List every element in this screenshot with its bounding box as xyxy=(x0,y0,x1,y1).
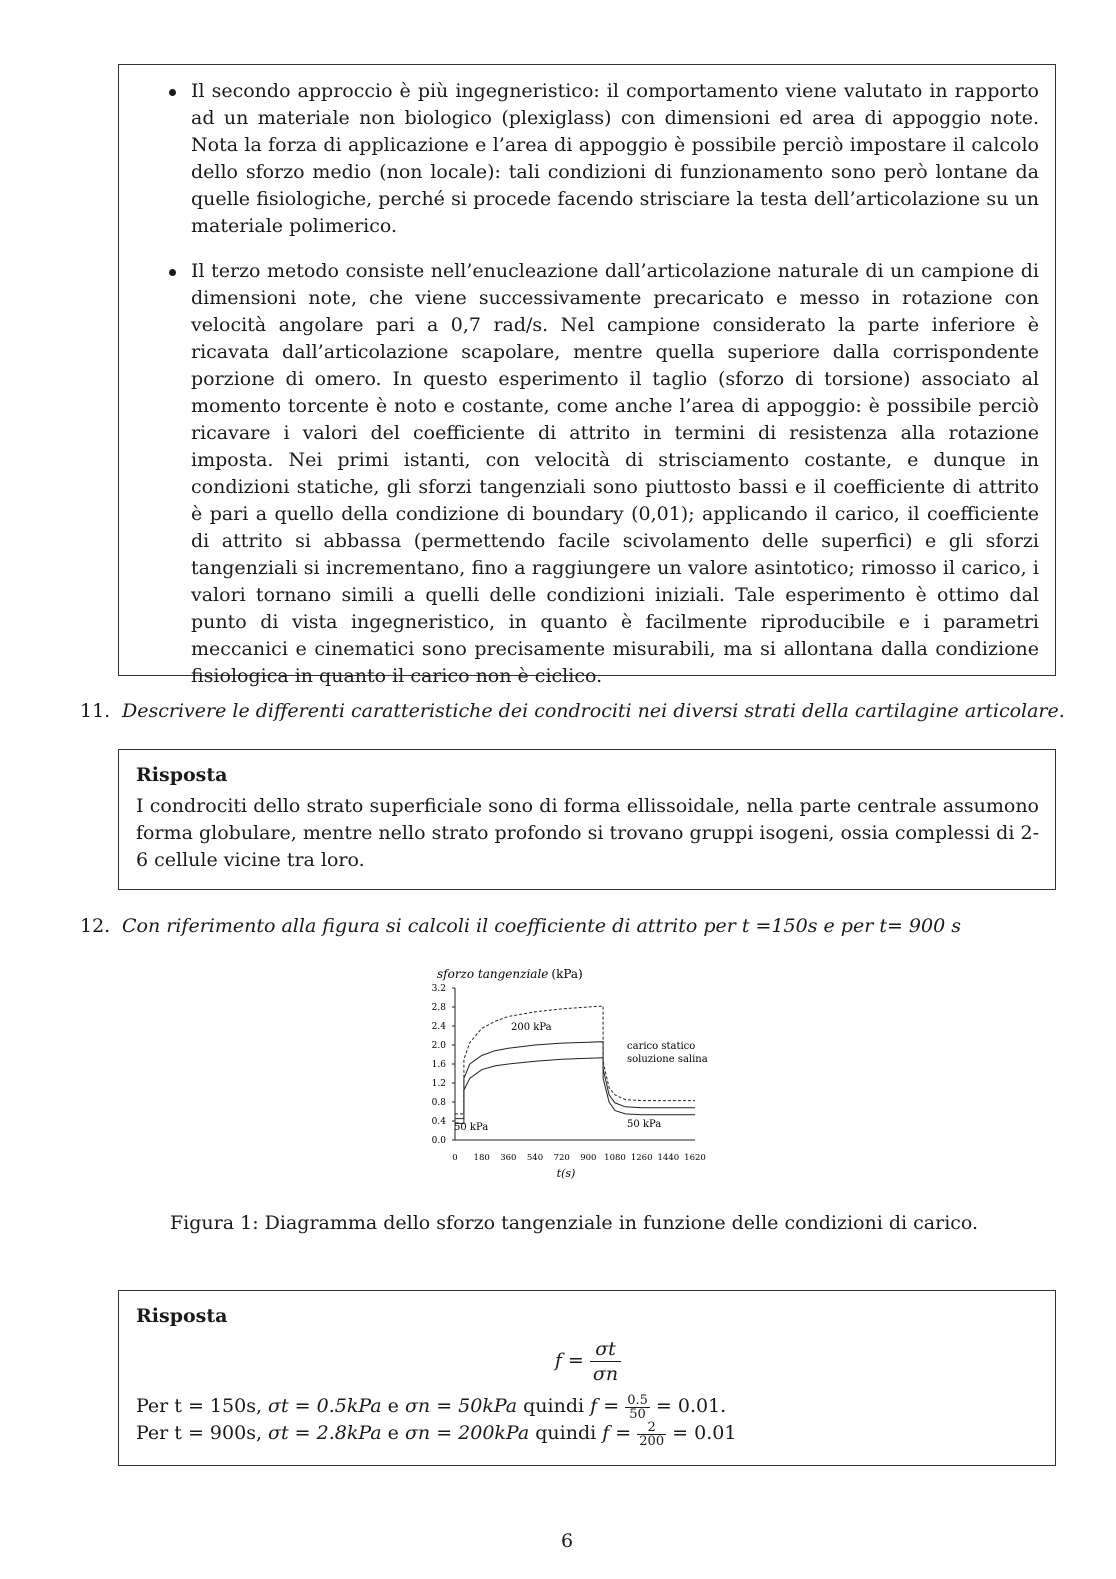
x-tick-label: 1620 xyxy=(684,1153,706,1163)
sigma-n: σn = 50kPa xyxy=(404,1395,518,1417)
y-tick-label: 2.0 xyxy=(431,1041,446,1051)
question-11 xyxy=(80,698,1065,726)
question-number: 12. xyxy=(80,915,111,937)
annotation-soluzione-salina: soluzione salina xyxy=(627,1054,708,1065)
y-tick-label: 0.8 xyxy=(431,1098,446,1108)
y-tick-label: 1.6 xyxy=(431,1060,446,1070)
fraction-den: 50 xyxy=(629,1406,646,1422)
bullet-icon xyxy=(169,269,176,276)
x-tick-label: 1260 xyxy=(630,1153,653,1163)
answer-title: Risposta xyxy=(136,764,228,786)
x-tick-label: 1080 xyxy=(604,1153,626,1163)
answer-line-1 xyxy=(136,1393,726,1421)
formula-fraction xyxy=(590,1337,621,1386)
y-tick-label: 2.4 xyxy=(431,1022,446,1032)
small-fraction xyxy=(625,1394,650,1421)
bullet-icon xyxy=(169,89,176,96)
y-tick-label: 2.8 xyxy=(431,1003,446,1013)
x-tick-label: 180 xyxy=(473,1153,490,1163)
fraction-num: 0.5 xyxy=(627,1392,648,1408)
annotation-carico-statico: carico statico xyxy=(627,1041,696,1052)
y-axis xyxy=(432,984,455,1146)
answer-box-11 xyxy=(118,749,1056,890)
y-tick-label: 0.4 xyxy=(431,1117,446,1127)
page-number: 6 xyxy=(561,1530,574,1552)
x-tick-label: 360 xyxy=(500,1153,517,1163)
line-prefix: Per t = 150s, xyxy=(136,1395,269,1417)
annotation-200-kpa: 200 kPa xyxy=(511,1022,552,1033)
x-axis xyxy=(452,1153,706,1163)
y-axis-title: sforzo tangenziale (kPa) xyxy=(437,967,583,981)
answer-box-12 xyxy=(118,1290,1056,1466)
x-tick-label: 720 xyxy=(553,1153,570,1163)
x-tick-label: 540 xyxy=(526,1153,544,1163)
x-axis-title: t(s) xyxy=(556,1167,576,1180)
figure-caption: Figura 1: Diagramma dello sforzo tangenziale in funzione delle condizioni di carico. xyxy=(170,1212,979,1234)
answer-title: Risposta xyxy=(136,1305,228,1327)
formula-lhs: f = xyxy=(554,1349,584,1372)
bullet-text: Il terzo metodo consiste nell’enucleazione dall’articolazione naturale di un campione di dimensioni note, che viene successivamente precaricato e messo in rotazione con velocità angolare pari a 0,7 rad/s. Nel campione considerato la parte inferiore è ricavata dall’articolazione scapolare, mentre quella superiore dalla corrispondente porzione di omero. In questo esperimento il taglio (sforzo di torsione) associato al momento torcente è noto e costante, come anche l’area di appoggio: è possibile perciò ricavare i valori del coefficiente di attrito in termini di resistenza alla rotazione imposta. Nei primi istanti, con velocità di strisciamento costante, e dunque in condizioni statiche, gli sforzi tangenziali sono piuttosto bassi e il coefficiente di attrito è pari a quello della condizione di boundary (0,01); applicando il carico, il coefficiente di attrito si abbassa (permettendo facile scivolamento delle superfici) e gli sforzi tangenziali si incrementano, fino a raggiungere un valore asintotico; rimosso il carico, i valori tornano simili a quelli delle condizioni iniziali. Tale esperimento è ottimo dal punto di vista ingegneristico, in quanto è facilmente riproducibile e i parametri meccanici e cinematici sono precisamente misurabili, ma si allontana dalla condizione fisiologica in quanto il carico non è ciclico. xyxy=(191,260,1039,687)
sigma-n: σn = 200kPa xyxy=(404,1422,530,1444)
conj: e xyxy=(381,1395,405,1417)
formula xyxy=(119,1337,1057,1386)
series-line-3 xyxy=(455,1058,695,1124)
question-text: Con riferimento alla figura si calcoli il coefficiente di attrito per t =150s e per t= 900 s xyxy=(122,915,961,937)
y-tick-label: 1.2 xyxy=(431,1079,446,1089)
annotation-50-kpa-left: 50 kPa xyxy=(454,1122,489,1133)
result: = 0.01. xyxy=(655,1395,727,1417)
answer-text: I condrociti dello strato superficiale sono di forma ellissoidale, nella parte centrale assumono forma globulare, mentre nello strato profondo si trovano gruppi isogeni, ossia complessi di 2-6 cellule vicine tra loro. xyxy=(136,795,1039,871)
quindi: quindi xyxy=(517,1395,591,1417)
fraction-num: 2 xyxy=(637,1421,666,1435)
sigma-t: σt = 2.8kPa xyxy=(268,1422,382,1444)
question-text: Descrivere le differenti caratteristiche dei condrociti nei diversi strati della cartilagine articolare. xyxy=(122,700,1065,722)
y-tick-label: 3.2 xyxy=(431,984,446,994)
shear-stress-chart xyxy=(420,963,720,1188)
x-tick-label: 900 xyxy=(580,1153,597,1163)
line-prefix: Per t = 900s, xyxy=(136,1422,269,1444)
y-tick-label: 0.0 xyxy=(431,1136,446,1146)
question-12 xyxy=(80,913,1060,941)
x-tick-label: 1440 xyxy=(657,1153,680,1163)
f-lhs: f = xyxy=(590,1395,620,1417)
bullet-item xyxy=(191,78,1039,240)
answer-box-bullets xyxy=(118,64,1056,687)
conj: e xyxy=(381,1422,405,1444)
fraction-den: 200 xyxy=(639,1433,665,1449)
bullet-list xyxy=(191,78,1039,690)
f-lhs: f = xyxy=(602,1422,632,1444)
result: = 0.01 xyxy=(672,1422,737,1444)
formula-numerator: σt xyxy=(590,1337,621,1362)
bullet-item xyxy=(191,258,1039,690)
formula-denominator: σn xyxy=(592,1363,619,1385)
annotation-50-kpa-right: 50 kPa xyxy=(627,1119,662,1130)
small-fraction xyxy=(637,1421,666,1448)
quindi: quindi xyxy=(529,1422,603,1444)
sigma-t: σt = 0.5kPa xyxy=(268,1395,382,1417)
question-number: 11. xyxy=(80,700,111,722)
bullet-text: Il secondo approccio è più ingegneristico: il comportamento viene valutato in rapporto ad un materiale non biologico (plexiglass) con dimensioni ed area di appoggio note. Nota la forza di applicazione e l’area di appoggio è possibile perciò impostare il calcolo dello sforzo medio (non locale): tali condizioni di funzionamento sono però lontane da quelle fisiologiche, perché si procede facendo strisciare la testa dell’articolazione su un materiale polimerico. xyxy=(191,80,1039,237)
answer-line-2 xyxy=(136,1420,736,1448)
x-tick-label: 0 xyxy=(452,1153,458,1163)
